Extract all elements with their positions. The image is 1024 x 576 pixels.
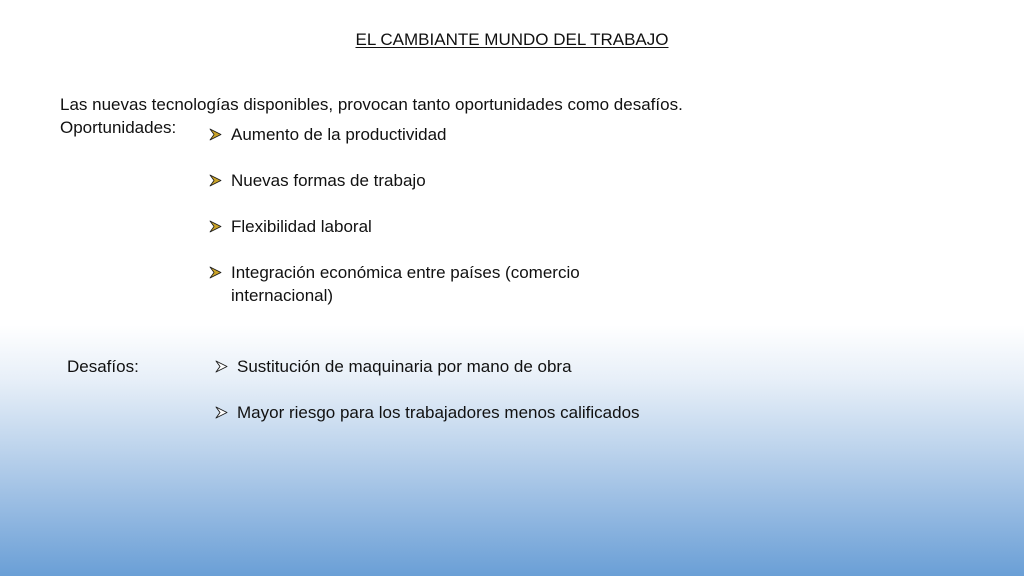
arrow-bullet-icon xyxy=(208,169,222,192)
list-item-text: Mayor riesgo para los trabajadores menos calificados xyxy=(237,403,640,422)
list-item xyxy=(208,169,611,192)
desafios-label: Desafíos: xyxy=(67,357,139,376)
arrow-bullet-icon xyxy=(208,123,222,146)
list-item-text: Nuevas formas de trabajo xyxy=(231,171,426,190)
slide-title: EL CAMBIANTE MUNDO DEL TRABAJO xyxy=(355,30,669,49)
arrow-bullet-icon xyxy=(214,355,228,378)
list-item xyxy=(208,215,611,238)
list-item-text: Integración económica entre países (comercio internacional) xyxy=(231,263,580,305)
list-item-text: Aumento de la productividad xyxy=(231,125,447,144)
oportunidades-label: Oportunidades: xyxy=(60,118,177,137)
list-item-text: Sustitución de maquinaria por mano de obra xyxy=(237,357,572,376)
arrow-bullet-icon xyxy=(208,215,222,238)
arrow-bullet-icon xyxy=(214,401,228,424)
list-item xyxy=(208,123,611,146)
intro-text: Las nuevas tecnologías disponibles, provocan tanto oportunidades como desafíos. xyxy=(60,95,683,114)
list-item xyxy=(208,261,611,307)
desafios-list xyxy=(214,355,697,424)
list-item xyxy=(214,401,697,424)
oportunidades-list xyxy=(208,123,611,307)
list-item-text: Flexibilidad laboral xyxy=(231,217,372,236)
arrow-bullet-icon xyxy=(208,261,222,284)
list-item xyxy=(214,355,697,378)
